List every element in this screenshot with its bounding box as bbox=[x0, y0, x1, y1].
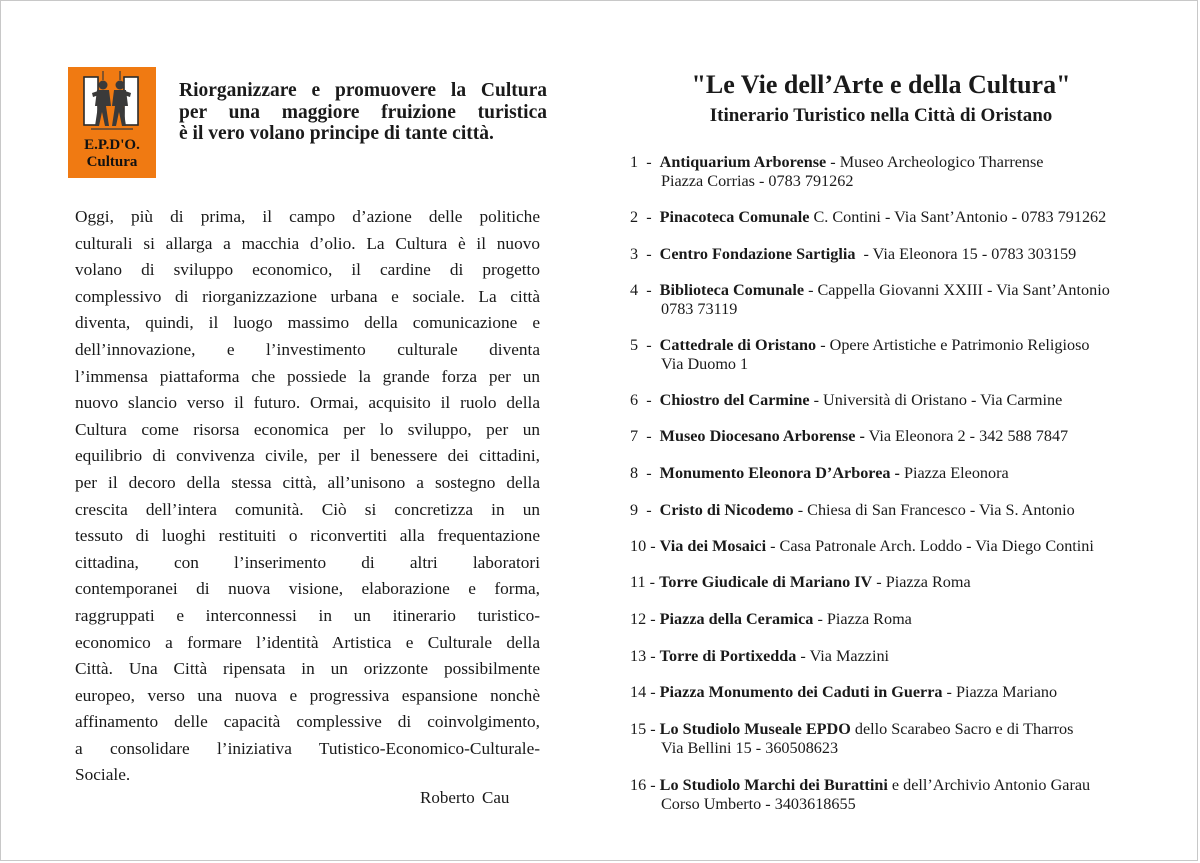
itinerary-item bbox=[630, 610, 912, 629]
essay-line: diventa, quindi, il luogo massimo della comunicazione e bbox=[75, 313, 540, 333]
itinerary-details: e dell’Archivio Antonio Garau bbox=[887, 776, 1091, 794]
itinerary-details: - Opere Artistiche e Patrimonio Religioso bbox=[816, 336, 1090, 354]
itinerary-number: 11 - bbox=[630, 573, 660, 591]
itinerary-details: - Via Mazzini bbox=[796, 647, 890, 665]
essay-line: dell’innovazione, e l’investimento culturale diventa bbox=[75, 339, 540, 359]
slogan-line: per una maggiore fruizione turistica bbox=[179, 101, 547, 123]
itinerary-number: 5 - bbox=[630, 336, 660, 354]
itinerary-number: 3 - bbox=[630, 245, 660, 263]
essay-line: economico a formare l’identità Artistica e Culturale della bbox=[75, 632, 540, 652]
itinerary-details: - Piazza Roma bbox=[872, 573, 971, 591]
itinerary-place-name: Piazza Monumento dei Caduti in Guerra bbox=[659, 683, 943, 701]
author-signature: Roberto Cau bbox=[420, 788, 510, 807]
itinerary-place-name: Torre di Portixedda bbox=[659, 647, 797, 665]
itinerary-details: - Piazza Roma bbox=[813, 610, 912, 628]
essay-paragraph bbox=[75, 204, 540, 789]
essay-line: cittadina, con l’inserimento di altri laboratori bbox=[75, 552, 540, 572]
itinerary-details: C. Contini - Via Sant’Antonio - 0783 791262 bbox=[809, 208, 1107, 226]
itinerary-place-name: Antiquarium Arborense bbox=[659, 153, 827, 171]
essay-line: contemporanei di nuova visione, elaborazione e forma, bbox=[75, 579, 540, 599]
marionette-figures-icon bbox=[78, 71, 146, 135]
itinerary-place-name: Chiostro del Carmine bbox=[659, 391, 810, 409]
itinerary-item bbox=[630, 776, 1090, 814]
itinerary-address: 0783 73119 bbox=[661, 300, 738, 318]
essay-line: affinamento delle capacità complessive di coinvolgimento, bbox=[75, 712, 540, 732]
itinerary-item bbox=[630, 245, 1076, 264]
logo-caption bbox=[68, 137, 156, 171]
itinerary-place-name: Torre Giudicale di Mariano IV bbox=[659, 573, 873, 591]
itinerary-details: - Cappella Giovanni XXIII - Via Sant’Antonio bbox=[804, 281, 1110, 299]
itinerary-details: Via Eleonora 2 - 342 588 7847 bbox=[864, 427, 1069, 445]
essay-line: volano di sviluppo economico, il cardine di progetto bbox=[75, 260, 540, 280]
essay-line: Cultura come risorsa economica per lo sviluppo, per un bbox=[75, 419, 540, 439]
itinerary-item bbox=[630, 647, 889, 666]
itinerary-place-name: Biblioteca Comunale bbox=[659, 281, 805, 299]
itinerary-address: Via Duomo 1 bbox=[661, 355, 749, 373]
itinerary-item bbox=[630, 573, 971, 592]
itinerary-details: - Piazza Mariano bbox=[942, 683, 1058, 701]
itinerary-details: - Università di Oristano - Via Carmine bbox=[809, 391, 1063, 409]
itinerary-number: 6 - bbox=[630, 391, 660, 409]
itinerary-number: 12 - bbox=[630, 610, 660, 628]
essay-line: culturali si allarga a macchia d’olio. La Cultura è il nuovo bbox=[75, 233, 540, 253]
itinerary-number: 15 - bbox=[630, 720, 660, 738]
itinerary-item bbox=[630, 720, 1073, 758]
itinerary-number: 16 - bbox=[630, 776, 660, 794]
itinerary-details: dello Scarabeo Sacro e di Tharros bbox=[850, 720, 1074, 738]
itinerary-place-name: Monumento Eleonora D’Arborea - bbox=[659, 464, 900, 482]
itinerary-number: 8 - bbox=[630, 464, 660, 482]
itinerary-place-name: Cattedrale di Oristano bbox=[659, 336, 817, 354]
essay-line: l’immensa piattaforma che possiede la grande forza per un bbox=[75, 366, 540, 386]
essay-line: europeo, verso una nuova e progressiva espansione nonchè bbox=[75, 685, 540, 705]
slogan-line: Riorganizzare e promuovere la Cultura bbox=[179, 80, 547, 101]
itinerary-place-name: Museo Diocesano Arborense - bbox=[659, 427, 865, 445]
itinerary-address: Piazza Corrias - 0783 791262 bbox=[661, 172, 854, 190]
itinerary-number: 2 - bbox=[630, 208, 660, 226]
essay-line: Sociale. bbox=[75, 765, 131, 785]
essay-line: tessuto di luoghi restituiti o riconvertiti alla frequentazione bbox=[75, 526, 540, 546]
logo-line-1: E.P.D'O. bbox=[84, 137, 140, 153]
itinerary-number: 13 - bbox=[630, 647, 660, 665]
slogan-line: è il vero volano principe di tante città. bbox=[179, 123, 494, 144]
itinerary-item bbox=[630, 281, 1110, 319]
itinerary-item bbox=[630, 501, 1075, 520]
itinerary-number: 9 - bbox=[630, 501, 660, 519]
epdo-logo bbox=[68, 67, 156, 178]
itinerary-number: 1 - bbox=[630, 153, 660, 171]
itinerary-subtitle: Itinerario Turistico nella Città di Oristano bbox=[709, 105, 1053, 126]
itinerary-details: Piazza Eleonora bbox=[899, 464, 1009, 482]
itinerary-address: Corso Umberto - 3403618655 bbox=[661, 795, 856, 813]
itinerary-details: - Chiesa di San Francesco - Via S. Antonio bbox=[793, 501, 1075, 519]
itinerary-details: - Via Eleonora 15 - 0783 303159 bbox=[855, 245, 1077, 263]
essay-line: Città. Una Città ripensata in un orizzonte possibilmente bbox=[75, 659, 540, 679]
itinerary-place-name: Lo Studiolo Marchi dei Burattini bbox=[659, 776, 888, 794]
itinerary-place-name: Cristo di Nicodemo bbox=[659, 501, 794, 519]
slogan bbox=[179, 80, 547, 145]
itinerary-number: 14 - bbox=[630, 683, 660, 701]
itinerary-address: Via Bellini 15 - 360508623 bbox=[661, 739, 839, 757]
essay-line: complessivo di riorganizzazione urbana e sociale. La città bbox=[75, 286, 540, 306]
itinerary-item bbox=[630, 336, 1089, 374]
itinerary-item bbox=[630, 464, 1009, 483]
itinerary-place-name: Centro Fondazione Sartiglia bbox=[659, 245, 856, 263]
essay-line: crescita dell’intera comunità. Ciò si concretizza in un bbox=[75, 499, 540, 519]
essay-line: equilibrio di convivenza civile, per il benessere dei cittadini, bbox=[75, 446, 540, 466]
itinerary-place-name: Via dei Mosaici bbox=[659, 537, 767, 555]
itinerary-item bbox=[630, 683, 1057, 702]
essay-line: a consolidare l’iniziativa Tutistico-Economico-Culturale- bbox=[75, 738, 540, 758]
itinerary-place-name: Piazza della Ceramica bbox=[659, 610, 814, 628]
itinerary-item bbox=[630, 391, 1062, 410]
essay-line: raggruppati e interconnessi in un itinerario turistico- bbox=[75, 605, 540, 625]
itinerary-place-name: Lo Studiolo Museale EPDO bbox=[659, 720, 851, 738]
itinerary-number: 7 - bbox=[630, 427, 660, 445]
itinerary-title: "Le Vie dell’Arte e della Cultura" bbox=[691, 70, 1071, 99]
itinerary-number: 10 - bbox=[630, 537, 660, 555]
itinerary-place-name: Pinacoteca Comunale bbox=[659, 208, 810, 226]
essay-line: per il decoro della stessa città, all’unisono a sostegno della bbox=[75, 472, 540, 492]
itinerary-item bbox=[630, 427, 1068, 446]
logo-line-2: Cultura bbox=[86, 154, 138, 170]
itinerary-details: - Casa Patronale Arch. Loddo - Via Diego Contini bbox=[766, 537, 1094, 555]
itinerary-number: 4 - bbox=[630, 281, 660, 299]
itinerary-item bbox=[630, 208, 1106, 227]
itinerary-details: - Museo Archeologico Tharrense bbox=[826, 153, 1044, 171]
itinerary-item bbox=[630, 537, 1094, 556]
essay-line: Oggi, più di prima, il campo d’azione delle politiche bbox=[75, 207, 540, 226]
essay-line: nuovo slancio verso il futuro. Ormai, acquisito il ruolo della bbox=[75, 393, 540, 413]
itinerary-item bbox=[630, 153, 1044, 191]
